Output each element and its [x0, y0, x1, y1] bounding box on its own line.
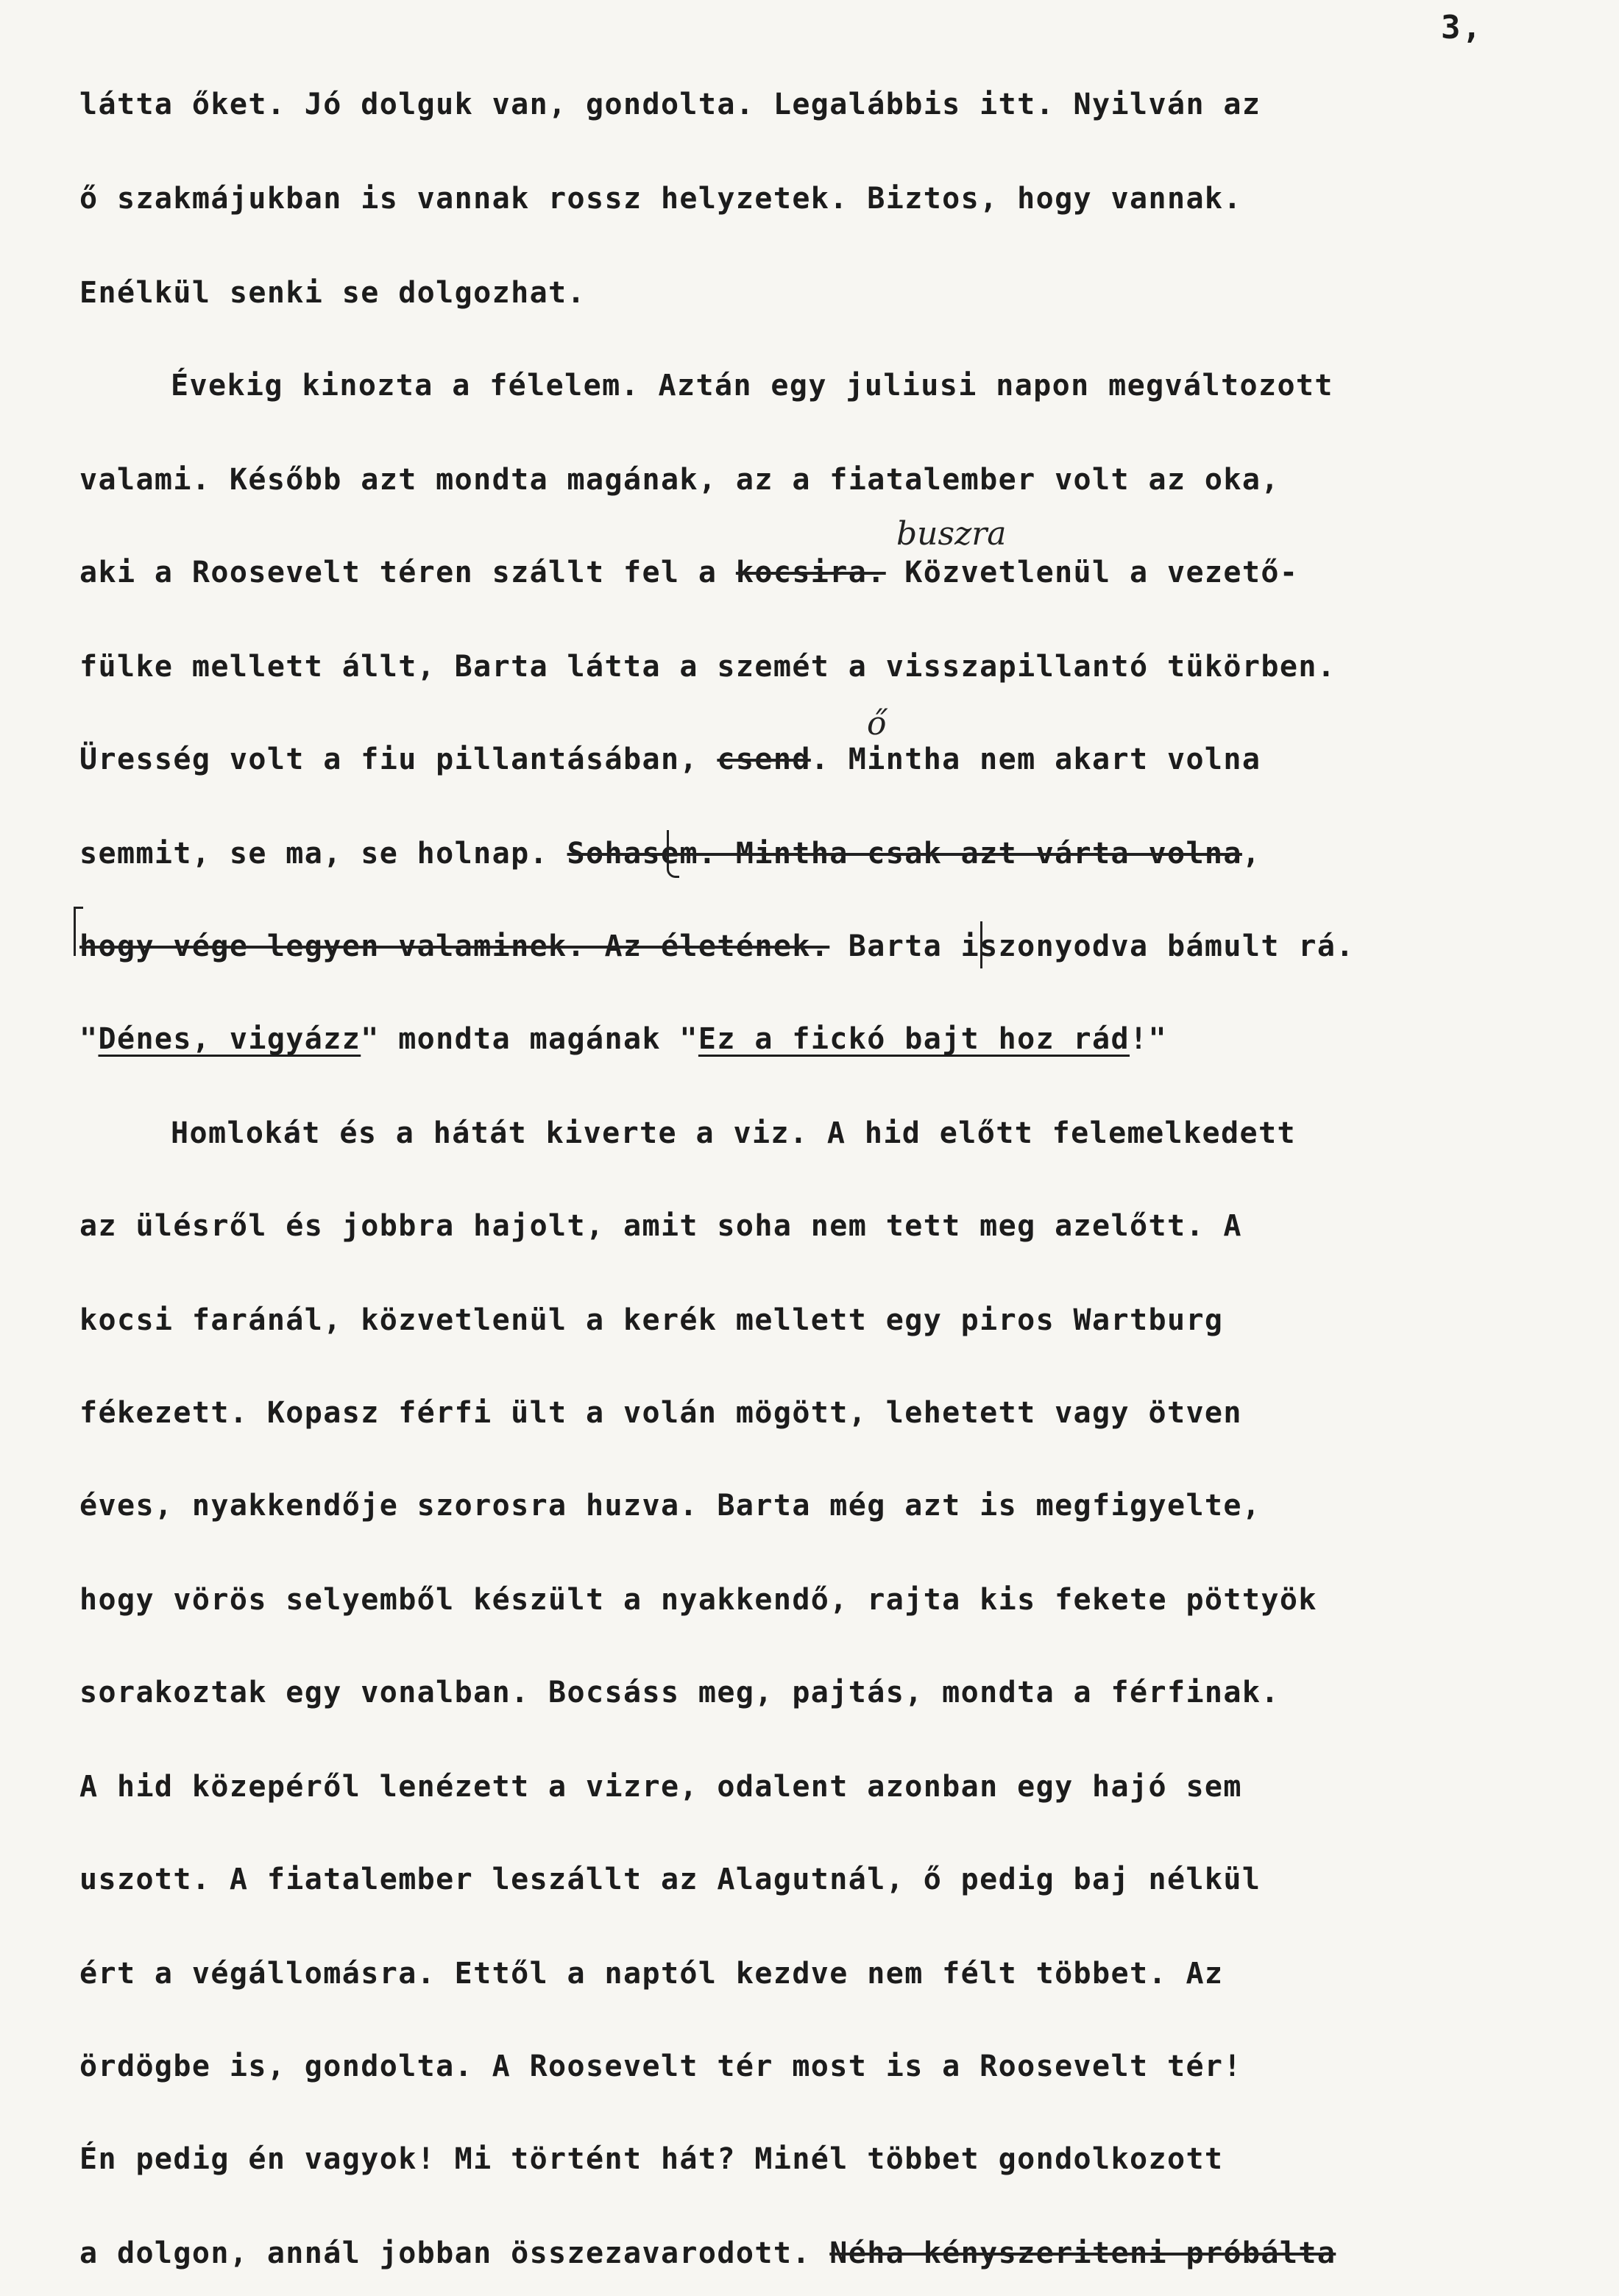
text-line: "Dénes, vigyázz" mondta magának "Ez a fickó bajt hoz rád!" [79, 1022, 1167, 1056]
text-line: Homlokát és a hátát kiverte a viz. A hid előtt felemelkedett [171, 1116, 1296, 1150]
text-line: aki a Roosevelt téren szállt fel a kocsira. Közvetlenül a vezető- [79, 556, 1299, 589]
struck-passage: Néha kényszeriteni próbálta [829, 2236, 1336, 2270]
text-line: uszott. A fiatalember leszállt az Alagutnál, ő pedig baj nélkül [79, 1863, 1261, 1896]
struck-passage: Sohasem. Mintha csak azt várta volna [567, 837, 1242, 871]
text-line: hogy vörös selyemből készült a nyakkendő, rajta kis fekete pöttyök [79, 1583, 1317, 1617]
handwritten-correction: buszra [896, 515, 1007, 553]
struck-passage: hogy vége legyen valaminek. Az életének. [79, 929, 830, 963]
text-line: Én pedig én vagyok! Mi történt hát? Minél többet gondolkozott [79, 2142, 1224, 2176]
text-line: fülke mellett állt, Barta látta a szemét a visszapillantó tükörben. [79, 650, 1336, 684]
handwritten-correction: ő [867, 705, 887, 743]
deletion-bracket-close [980, 921, 982, 968]
text-line: kocsi faránál, közvetlenül a kerék mellett egy piros Wartburg [79, 1303, 1224, 1337]
text-line: Évekig kinozta a félelem. Aztán egy juliusi napon megváltozott [171, 369, 1333, 403]
text-line: a dolgon, annál jobban összezavarodott. Néha kényszeriteni próbálta [79, 2236, 1336, 2270]
text-line: ő szakmájukban is vannak rossz helyzetek. Biztos, hogy vannak. [79, 182, 1242, 216]
text-line: semmit, se ma, se holnap. Sohasem. Mintha csak azt várta volna, [79, 837, 1261, 871]
text-line: éves, nyakkendője szorosra huzva. Barta még azt is megfigyelte, [79, 1489, 1261, 1523]
underlined-phrase: Dénes, vigyázz [98, 1022, 361, 1056]
deletion-bracket-start [74, 907, 83, 956]
text-line: az ülésről és jobbra hajolt, amit soha nem tett meg azelőtt. A [79, 1209, 1242, 1243]
text-line: fékezett. Kopasz férfi ült a volán mögött, lehetett vagy ötven [79, 1396, 1242, 1430]
struck-word: kocsira. [735, 556, 886, 589]
text-line: sorakoztak egy vonalban. Bocsáss meg, pajtás, mondta a férfinak. [79, 1676, 1280, 1709]
text-line: látta őket. Jó dolguk van, gondolta. Legalábbis itt. Nyilván az [79, 88, 1261, 121]
page-number: 3, [1441, 9, 1483, 46]
struck-word: csend [717, 743, 811, 776]
text-line: valami. Később azt mondta magának, az a fiatalember volt az oka, [79, 463, 1280, 497]
text-line: Enélkül senki se dolgozhat. [79, 276, 587, 310]
text-line: Üresség volt a fiu pillantásában, csend. Mintha nem akart volna [79, 743, 1261, 776]
deletion-bracket-open [667, 830, 679, 878]
underlined-phrase: Ez a fickó bajt hoz rád [698, 1022, 1130, 1056]
text-line: A hid közepéről lenézett a vizre, odalent azonban egy hajó sem [79, 1770, 1242, 1804]
text-line: hogy vége legyen valaminek. Az életének. Barta iszonyodva bámult rá. [79, 929, 1355, 963]
text-line: ördögbe is, gondolta. A Roosevelt tér most is a Roosevelt tér! [79, 2049, 1242, 2083]
text-line: ért a végállomásra. Ettől a naptól kezdve nem félt többet. Az [79, 1957, 1224, 1991]
